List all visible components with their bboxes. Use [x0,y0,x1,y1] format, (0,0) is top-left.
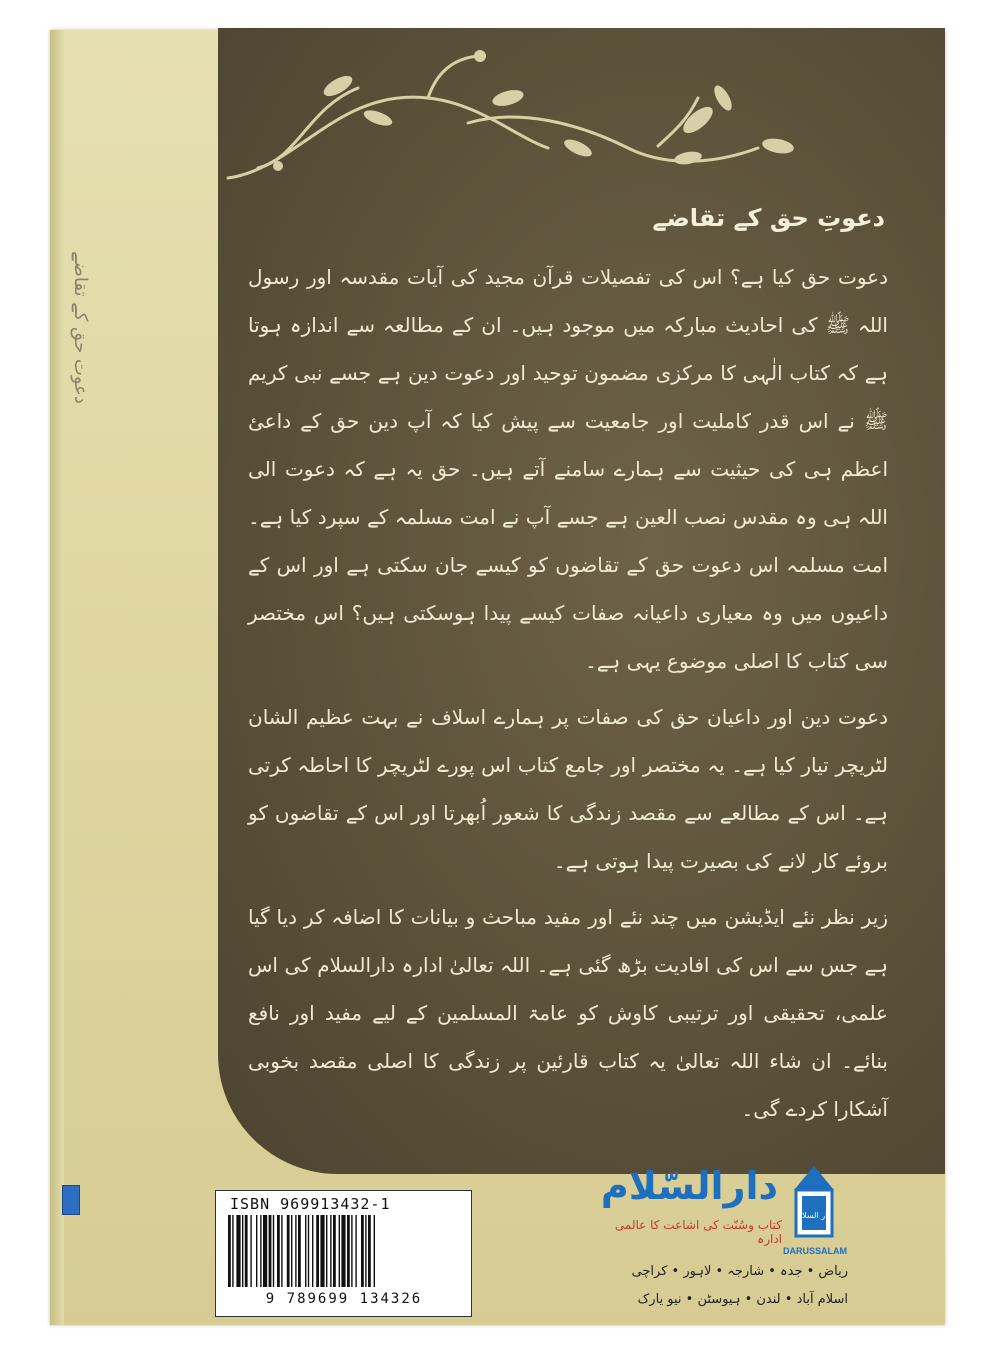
spine-title [62,252,98,402]
description-paragraph: دعوت دین اور داعیان حق کی صفات پر ہمارے اسلاف نے بہت عظیم الشان لٹریچر تیار کیا ہے۔ یہ مختصر اور جامع کتاب اس پورے لٹریچر کا احاطہ کرتی ہے۔ اس کے مطالعے سے مقصد زندگی کا شعور اُبھرتا اور اس کے تقاضوں کو بروئے کار لانے کی بصیرت پیدا ہوتی ہے۔ [248,705,888,873]
logo-label: DARUSSALAM [783,1246,847,1256]
logo-urdu-text: دار السلام [797,1211,831,1220]
cover-title: دعوتِ حق کے تقاضے [652,204,885,232]
barcode-digits: 9 789699 134326 [265,1291,423,1307]
isbn-barcode [215,1190,472,1317]
spine-title-text: دعوت حق کے تقاضے [69,250,91,404]
isbn-label: ISBN 969913432-1 [230,1195,391,1213]
description-paragraph: دعوت حق کیا ہے؟ اس کی تفصیلات قرآن مجید کی آیات مقدسہ اور رسول اللہ ﷺ کی احادیث مبارکہ میں موجود ہیں۔ ان کے مطالعہ سے اندازہ ہوتا ہے کہ کتاب الٰہی کا مرکزی مضمون توحید اور دعوت دین ہے جسے نبی کریم ﷺ نے اس قدر کاملیت اور جامعیت سے پیش کیا کہ آپ دین حق کے داعئ اعظم ہی کی حیثیت سے ہمارے سامنے آتے ہیں۔ حق یہ ہے کہ دعوت الی اللہ ہی وہ مقدس نصب العین ہے جسے آپ نے امت مسلمہ کے سپرد کیا ہے۔ امت مسلمہ اس دعوت حق کے تقاضوں کو کیسے جان سکتی ہے اور اس کے داعیوں میں وہ معیاری داعیانہ صفات کیسے پیدا ہوسکتی ہیں؟ اس مختصر سی کتاب کا اصلی موضوع یہی ہے۔ [248,265,889,673]
barcode-bars [226,1215,462,1289]
description-paragraph: زیر نظر نئے ایڈیشن میں چند نئے اور مفید مباحث و بیانات کا اضافہ کر دیا گیا ہے جس سے اس کی افادیت بڑھ گئی ہے۔ اللہ تعالیٰ ادارہ دارالسلام کی اس علمی، تحقیقی اور ترتیبی کاوش کو عامۃ المسلمین کے لیے مفید اور نافع بنائے۔ ان شاء اللہ تعالیٰ یہ کتاب قارئین پر زندگی کا اصلی مقصد بخوبی آشکارا کردے گی۔ [248,905,888,1121]
spine-logo-icon [62,1185,80,1215]
cities-line: اسلام آباد • لندن • ہیوسٹن • نیو یارک [637,1292,848,1307]
description-panel [218,28,945,1174]
publisher-tagline: کتاب وسُنّت کی اشاعت کا عالمی ادارہ [614,1218,782,1246]
publisher-name: دارالسّلام [600,1164,778,1208]
cities-line: ریاض • جدہ • شارجہ • لاہور • کراچی [631,1264,848,1279]
darussalam-logo-icon [790,1160,838,1244]
floral-flourish-icon [218,28,945,228]
spine-edge [50,30,64,1325]
description-text [248,253,888,1141]
